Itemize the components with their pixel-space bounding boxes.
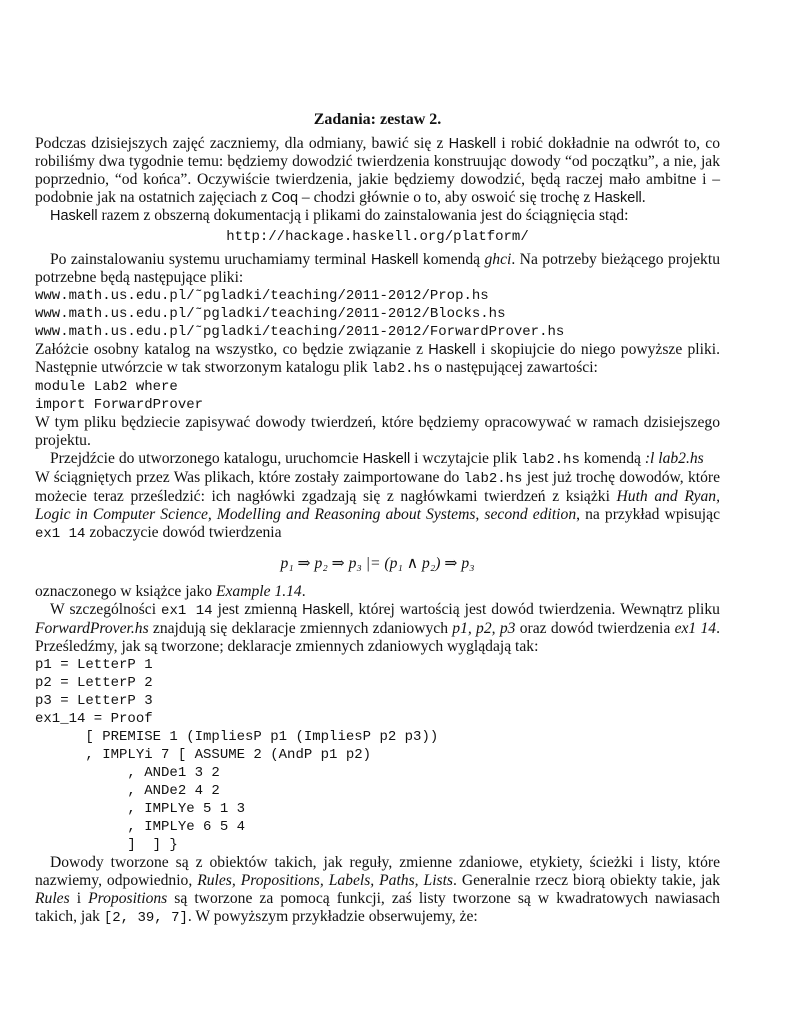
text: Załóżcie osobny katalog na wszystko, co będzie związanie z (35, 341, 429, 358)
text: Przejdźcie do utworzonego katalogu, uruchomcie (50, 450, 363, 467)
code-line: , ANDe2 4 2 (35, 783, 220, 799)
text: razem z obszerną dokumentacją i plikami do zainstalowania jest do ściągnięcia stąd: (97, 207, 629, 224)
haskell-term: Haskell (362, 451, 411, 467)
code-line: import ForwardProver (35, 397, 204, 413)
objects-paragraph (35, 854, 720, 927)
text: , której wartością jest dowód twierdzenia. Wewnątrz pliku (349, 601, 720, 618)
text: jest już trochę dowodów, które możecie teraz prześledzić: ich nagłówki zgadzają się z nagłówkami twierdzeń z książki (35, 469, 720, 505)
install-paragraph (35, 251, 720, 287)
text: . (641, 189, 646, 206)
code-line: , IMPLYe 6 5 4 (35, 819, 246, 835)
code-line: p3 = LetterP 3 (35, 693, 153, 709)
text: o następującej zawartości: (430, 359, 598, 376)
intro-paragraph (35, 135, 720, 207)
code-line: module Lab2 where (35, 379, 178, 395)
file-url[interactable]: www.math.us.edu.pl/˜pgladki/teaching/2011-2012/ForwardProver.hs (35, 324, 565, 340)
text: W ściągniętych przez Was plikach, które zostały zaimportowane do (35, 469, 464, 486)
text: Dowody tworzone są z obiektów takich, jak reguły, zmienne zdaniowe, etykiety, ścieżki i listy, które nazwiemy, odpowiednio, (35, 854, 720, 889)
text: komendą (579, 450, 645, 467)
text: . Na potrzeby bieżącego projektu potrzebne będą następujące pliki: (35, 251, 720, 286)
page-title: Zadania: zestaw 2. (313, 111, 442, 128)
haskell-term: Haskell (50, 208, 98, 224)
coq-term: Coq (271, 190, 299, 206)
text: . Prześledźmy, jak są tworzone; deklaracje zmiennych zdaniowych wyglądają tak: (35, 620, 720, 655)
code-line: , IMPLYe 5 1 3 (35, 801, 246, 817)
list-example: [2, 39, 7] (103, 910, 188, 926)
text: . (301, 583, 306, 600)
text: i wczytajcie plik (410, 450, 522, 467)
example-label: Example 1.14 (215, 583, 302, 600)
identifier: ex1 14 (35, 526, 86, 542)
text: i skopiujcie do niego powyższe pliki. Następnie utwórzcie w tak stworzonym katalogu plik (35, 341, 720, 376)
text: Po zainstalowaniu systemu uruchamiamy terminal (50, 251, 371, 268)
file-url[interactable]: www.math.us.edu.pl/˜pgladki/teaching/2011-2012/Blocks.hs (35, 306, 506, 322)
example-reference (35, 583, 720, 601)
code-line: , ANDe1 3 2 (35, 765, 220, 781)
text: Podczas dzisiejszych zajęć zaczniemy, dla odmiany, bawić się z (35, 135, 449, 152)
code-line: [ PREMISE 1 (ImpliesP p1 (ImpliesP p2 p3)) (35, 729, 439, 745)
download-paragraph (35, 207, 720, 225)
text: , na przykład wpisując (576, 506, 720, 523)
proof-code-block (35, 656, 720, 854)
text: są tworzone za pomocą funkcji, zaś listy tworzone są w kwadratowych nawiasach takich, jak (35, 890, 720, 925)
code-line: , IMPLYi 7 [ ASSUME 2 (AndP p1 p2) (35, 747, 372, 763)
text: oraz dowód twierdzenia (515, 620, 675, 637)
code-line: ex1_14 = Proof (35, 711, 153, 727)
filename: lab2.hs (371, 361, 431, 377)
text: jest zmienną (212, 601, 303, 618)
variable-names: p1, p2, p3 (452, 620, 516, 637)
code-line: ] ] } (35, 837, 178, 853)
filename: lab2.hs (521, 452, 580, 468)
text: i (69, 890, 89, 907)
rules-term: Rules (35, 890, 70, 907)
text: i robić dokładnie na odwrót to, co robiliśmy dwa tygodnie temu: będziemy dowodzić twierdzenia konstruując dowody “od początku”, a nie, jak poprzednio, “od końca”. Oczywiście twierdzenia, jakie będziemy dowodzić, będą raczej mało ambitne i – podobnie jak na ostatnich zajęciach z (35, 135, 720, 206)
haskell-term: Haskell (302, 602, 350, 618)
code-line: p1 = LetterP 1 (35, 657, 153, 673)
text: komendą (418, 251, 485, 268)
lab2-code-block (35, 378, 720, 414)
file-purpose-paragraph: W tym pliku będziecie zapisywać dowody twierdzeń, które będziemy opracowywać w ramach dzisiejszego projektu. (35, 414, 720, 449)
file-url[interactable]: www.math.us.edu.pl/˜pgladki/teaching/2011-2012/Prop.hs (35, 288, 489, 304)
file-list (35, 287, 720, 341)
document-page (35, 111, 720, 927)
platform-url[interactable]: http://hackage.haskell.org/platform/ (226, 229, 529, 245)
text: W szczególności (50, 601, 162, 618)
filename: ForwardProver.hs (35, 620, 149, 637)
haskell-term: Haskell (370, 252, 419, 268)
ghci-command: ghci (484, 251, 512, 268)
text: zobaczycie dowód twierdzenia (85, 524, 282, 541)
haskell-term: Haskell (594, 190, 642, 206)
identifier: ex1 14 (674, 620, 717, 637)
code-line: p2 = LetterP 2 (35, 675, 153, 691)
theorem-formula: p₁ ⇒ p₂ ⇒ p₃ |= (p₁ ∧ p₂) ⇒ p₃ (280, 555, 475, 572)
load-paragraph (35, 450, 720, 469)
text: – chodzi głównie o to, aby oswoić się trochę z (298, 189, 595, 206)
setup-paragraph (35, 341, 720, 378)
text: oznaczonego w książce jako (35, 583, 216, 600)
propositions-term: Propositions (88, 890, 168, 907)
text: . W powyższym przykładzie obserwujemy, że: (187, 908, 478, 925)
text: znajdują się deklaracje zmiennych zdaniowych (148, 620, 453, 637)
book-title: Huth and Ryan, Logic in Computer Science, Modelling and Reasoning about Systems, second edition (35, 488, 720, 523)
object-names: Rules, Propositions, Labels, Paths, Lists (197, 872, 454, 889)
haskell-term: Haskell (448, 136, 497, 152)
filename: lab2.hs (463, 471, 523, 487)
variable-paragraph (35, 601, 720, 656)
load-command: :l lab2.hs (644, 450, 704, 467)
text: . Generalnie rzecz biorą obiekty takie, jak (453, 872, 720, 889)
proofs-paragraph (35, 469, 720, 543)
haskell-term: Haskell (428, 342, 476, 358)
identifier: ex1 14 (161, 603, 213, 619)
